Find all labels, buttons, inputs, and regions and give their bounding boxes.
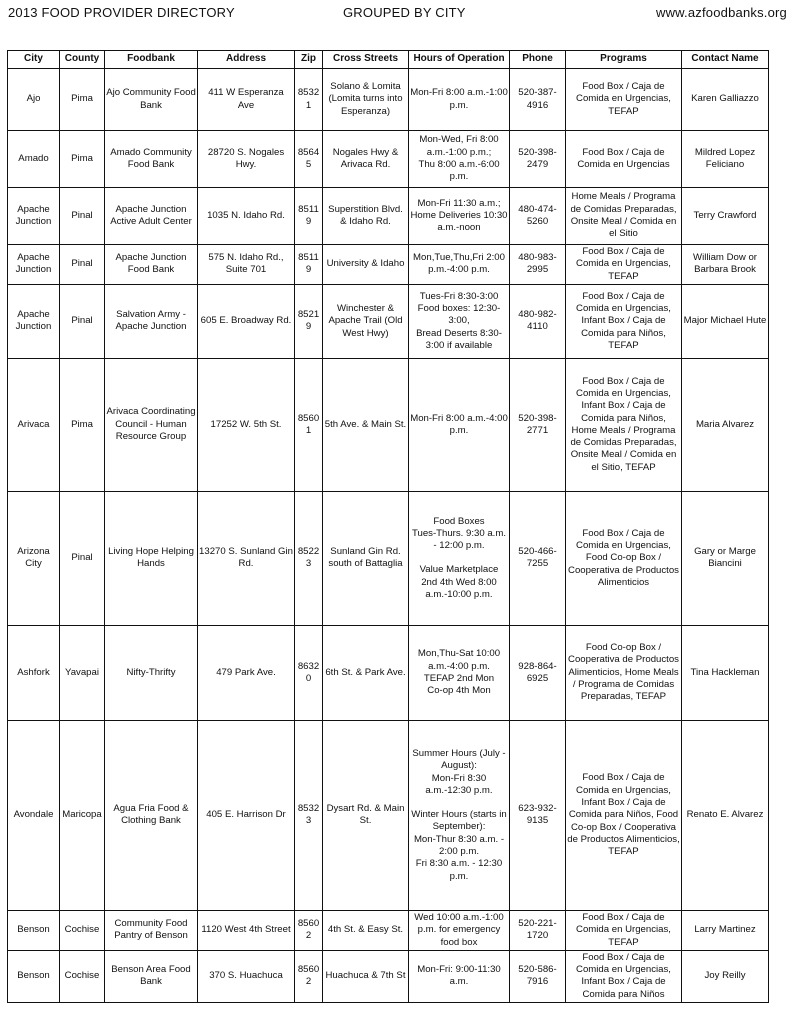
programs-cell: Food Box / Caja de Comida en Urgencias, Infant Box / Caja de Comida para Niños, Food Co-op Box / Cooperativa de Productos Alimenticios, TEFAP: [566, 720, 682, 910]
contact-cell: William Dow or Barbara Brook: [682, 245, 769, 285]
hours-cell: [409, 358, 510, 491]
hours-spacer: [410, 797, 508, 809]
city-cell: Benson: [8, 910, 60, 950]
col-zip: Zip: [295, 51, 323, 69]
foodbank-cell: Salvation Army - Apache Junction: [105, 284, 198, 358]
zip-cell: 85119: [295, 245, 323, 285]
county-cell: Pinal: [60, 245, 105, 285]
phone-cell[interactable]: 520-586-7916: [510, 950, 566, 1002]
grouping-label: GROUPED BY CITY: [343, 5, 466, 20]
hours-cell: [409, 720, 510, 910]
zip-cell: 85323: [295, 720, 323, 910]
zip-cell: 85645: [295, 131, 323, 188]
website-link[interactable]: www.azfoodbanks.org: [656, 5, 787, 20]
hours-line: Value Marketplace: [419, 564, 499, 576]
programs-cell: Food Box / Caja de Comida en Urgencias, TEFAP: [566, 245, 682, 285]
address-cell: 28720 S. Nogales Hwy.: [198, 131, 295, 188]
table-row: [8, 910, 769, 950]
zip-cell: 85602: [295, 950, 323, 1002]
cross-streets-cell: 6th St. & Park Ave.: [323, 625, 409, 720]
programs-cell: Food Box / Caja de Comida en Urgencias, TEFAP: [566, 69, 682, 131]
cross-streets-cell: Solano & Lomita (Lomita turns into Esperanza): [323, 69, 409, 131]
hours-cell: [409, 950, 510, 1002]
programs-cell: Food Box / Caja de Comida en Urgencias, Food Co-op Box / Cooperativa de Productos Alimenticios: [566, 491, 682, 625]
hours-line: Mon-Fri: 9:00-11:30 a.m.: [417, 964, 501, 988]
foodbank-cell: Living Hope Helping Hands: [105, 491, 198, 625]
county-cell: Pinal: [60, 284, 105, 358]
phone-cell[interactable]: 520-221-1720: [510, 910, 566, 950]
table-row: [8, 720, 769, 910]
address-cell: 1035 N. Idaho Rd.: [198, 188, 295, 245]
cross-streets-cell: Nogales Hwy & Arivaca Rd.: [323, 131, 409, 188]
hours-line: Food boxes: 12:30-3:00,: [417, 302, 501, 327]
county-cell: Maricopa: [60, 720, 105, 910]
city-cell: Apache Junction: [8, 245, 60, 285]
table-body: [8, 69, 769, 1003]
county-cell: Yavapai: [60, 625, 105, 720]
contact-cell: Renato E. Alvarez: [682, 720, 769, 910]
header-row: [8, 51, 769, 69]
programs-cell: Home Meals / Programa de Comidas Preparadas, Onsite Meal / Comida en el Sitio: [566, 188, 682, 245]
col-address: Address: [198, 51, 295, 69]
foodbank-cell: Arivaca Coordinating Council - Human Resource Group: [105, 358, 198, 491]
hours-line: Mon-Fri 8:00 a.m.-1:00 p.m.: [410, 87, 508, 111]
city-cell: Avondale: [8, 720, 60, 910]
hours-line: Food Boxes: [433, 515, 485, 527]
cross-streets-cell: Superstition Blvd. & Idaho Rd.: [323, 188, 409, 245]
hours-cell: [409, 188, 510, 245]
hours-line: TEFAP 2nd Mon: [423, 672, 495, 684]
hours-line: Summer Hours (July - August):: [412, 747, 506, 772]
programs-cell: Food Box / Caja de Comida en Urgencias, Infant Box / Caja de Comida para Niños: [566, 950, 682, 1002]
foodbank-cell: Agua Fria Food & Clothing Bank: [105, 720, 198, 910]
foodbank-cell: Nifty-Thrifty: [105, 625, 198, 720]
hours-line: Thu 8:00 a.m.-6:00 p.m.: [418, 159, 500, 183]
col-contact: Contact Name: [682, 51, 769, 69]
col-cross-streets: Cross Streets: [323, 51, 409, 69]
contact-cell: Gary or Marge Biancini: [682, 491, 769, 625]
foodbank-cell: Ajo Community Food Bank: [105, 69, 198, 131]
programs-cell: Food Box / Caja de Comida en Urgencias: [566, 131, 682, 188]
hours-line: Mon-Wed, Fri 8:00 a.m.-1:00 p.m.;: [419, 134, 499, 158]
city-cell: Ajo: [8, 69, 60, 131]
hours-line: Tues-Thurs. 9:30 a.m. - 12:00 p.m.: [411, 527, 507, 552]
phone-cell[interactable]: 520-466-7255: [510, 491, 566, 625]
table-row: [8, 69, 769, 131]
address-cell: 575 N. Idaho Rd., Suite 701: [198, 245, 295, 285]
hours-line: Home Deliveries 10:30 a.m.-noon: [410, 209, 508, 234]
table-row: [8, 358, 769, 491]
cross-streets-cell: Sunland Gin Rd. south of Battaglia: [323, 491, 409, 625]
phone-cell[interactable]: 480-474-5260: [510, 188, 566, 245]
hours-cell: [409, 284, 510, 358]
cross-streets-cell: Winchester & Apache Trail (Old West Hwy): [323, 284, 409, 358]
city-cell: Amado: [8, 131, 60, 188]
hours-cell: [409, 245, 510, 285]
table-row: [8, 625, 769, 720]
document-title: 2013 FOOD PROVIDER DIRECTORY: [8, 5, 235, 20]
programs-cell: Food Co-op Box / Cooperativa de Productos Alimenticios, Home Meals / Programa de Comidas Preparadas, TEFAP: [566, 625, 682, 720]
address-cell: 605 E. Broadway Rd.: [198, 284, 295, 358]
address-cell: 370 S. Huachuca: [198, 950, 295, 1002]
programs-cell: Food Box / Caja de Comida en Urgencias, TEFAP: [566, 910, 682, 950]
col-county: County: [60, 51, 105, 69]
zip-cell: 85601: [295, 358, 323, 491]
phone-cell[interactable]: 480-982-4110: [510, 284, 566, 358]
hours-line: Mon-Fri 11:30 a.m.;: [417, 197, 501, 209]
hours-line: Tues-Fri 8:30-3:00: [419, 290, 499, 302]
zip-cell: 85219: [295, 284, 323, 358]
hours-line: Mon,Tue,Thu,Fri 2:00 p.m.-4:00 p.m.: [413, 252, 505, 276]
table-row: [8, 284, 769, 358]
city-cell: Benson: [8, 950, 60, 1002]
foodbank-cell: Apache Junction Active Adult Center: [105, 188, 198, 245]
hours-spacer: [410, 552, 508, 564]
phone-cell[interactable]: 480-983-2995: [510, 245, 566, 285]
contact-cell: Major Michael Hute: [682, 284, 769, 358]
hours-line: Mon-Thur 8:30 a.m. - 2:00 p.m.: [413, 833, 505, 857]
address-cell: 411 W Esperanza Ave: [198, 69, 295, 131]
contact-cell: Larry Martinez: [682, 910, 769, 950]
address-cell: 405 E. Harrison Dr: [198, 720, 295, 910]
col-hours: Hours of Operation: [409, 51, 510, 69]
cross-streets-cell: University & Idaho: [323, 245, 409, 285]
hours-line: Wed 10:00 a.m.-1:00 p.m. for emergency food box: [414, 911, 504, 948]
city-cell: Apache Junction: [8, 284, 60, 358]
zip-cell: 85602: [295, 910, 323, 950]
table-row: [8, 188, 769, 245]
zip-cell: 85223: [295, 491, 323, 625]
hours-cell: [409, 625, 510, 720]
col-phone: Phone: [510, 51, 566, 69]
hours-line: 2nd 4th Wed 8:00 a.m.-10:00 p.m.: [421, 576, 497, 600]
hours-line: Mon-Fri 8:00 a.m.-4:00 p.m.: [410, 412, 508, 436]
cross-streets-cell: 4th St. & Easy St.: [323, 910, 409, 950]
city-cell: Arivaca: [8, 358, 60, 491]
programs-cell: Food Box / Caja de Comida en Urgencias, Infant Box / Caja de Comida para Niños, Home Meals / Programa de Comidas Preparadas, Onsite Meal / Comida en el Sitio, TEFAP: [566, 358, 682, 491]
phone-cell[interactable]: 928-864-6925: [510, 625, 566, 720]
county-cell: Pima: [60, 358, 105, 491]
contact-cell: Joy Reilly: [682, 950, 769, 1002]
address-cell: 17252 W. 5th St.: [198, 358, 295, 491]
cross-streets-cell: Huachuca & 7th St: [323, 950, 409, 1002]
hours-line: Co-op 4th Mon: [427, 685, 491, 697]
county-cell: Cochise: [60, 910, 105, 950]
zip-cell: 85119: [295, 188, 323, 245]
table-row: [8, 950, 769, 1002]
foodbank-cell: Apache Junction Food Bank: [105, 245, 198, 285]
zip-cell: 86320: [295, 625, 323, 720]
contact-cell: Karen Galliazzo: [682, 69, 769, 131]
address-cell: 479 Park Ave.: [198, 625, 295, 720]
city-cell: Ashfork: [8, 625, 60, 720]
hours-line: Fri 8:30 a.m. - 12:30 p.m.: [415, 858, 503, 882]
cross-streets-cell: 5th Ave. & Main St.: [323, 358, 409, 491]
foodbank-cell: Community Food Pantry of Benson: [105, 910, 198, 950]
phone-cell[interactable]: 520-398-2771: [510, 358, 566, 491]
hours-cell: [409, 69, 510, 131]
col-city: City: [8, 51, 60, 69]
table-row: [8, 491, 769, 625]
table-row: [8, 245, 769, 285]
table-row: [8, 131, 769, 188]
address-cell: 13270 S. Sunland Gin Rd.: [198, 491, 295, 625]
directory-table: [7, 50, 769, 1003]
phone-cell[interactable]: 520-387-4916: [510, 69, 566, 131]
hours-line: Winter Hours (starts in September):: [411, 809, 507, 833]
cross-streets-cell: Dysart Rd. & Main St.: [323, 720, 409, 910]
programs-cell: Food Box / Caja de Comida en Urgencias, Infant Box / Caja de Comida para Niños, TEFAP: [566, 284, 682, 358]
hours-line: Mon,Thu-Sat 10:00 a.m.-4:00 p.m.: [417, 648, 501, 672]
hours-cell: [409, 131, 510, 188]
county-cell: Pinal: [60, 188, 105, 245]
phone-cell[interactable]: 623-932-9135: [510, 720, 566, 910]
county-cell: Pima: [60, 131, 105, 188]
contact-cell: Terry Crawford: [682, 188, 769, 245]
address-cell: 1120 West 4th Street: [198, 910, 295, 950]
phone-cell[interactable]: 520-398-2479: [510, 131, 566, 188]
hours-cell: [409, 491, 510, 625]
col-foodbank: Foodbank: [105, 51, 198, 69]
county-cell: Pima: [60, 69, 105, 131]
zip-cell: 85321: [295, 69, 323, 131]
col-programs: Programs: [566, 51, 682, 69]
foodbank-cell: Amado Community Food Bank: [105, 131, 198, 188]
contact-cell: Mildred Lopez Feliciano: [682, 131, 769, 188]
hours-line: Bread Deserts 8:30-3:00 if available: [416, 327, 502, 351]
county-cell: Cochise: [60, 950, 105, 1002]
county-cell: Pinal: [60, 491, 105, 625]
contact-cell: Tina Hackleman: [682, 625, 769, 720]
hours-cell: [409, 910, 510, 950]
city-cell: Arizona City: [8, 491, 60, 625]
city-cell: Apache Junction: [8, 188, 60, 245]
hours-line: Mon-Fri 8:30 a.m.-12:30 p.m.: [425, 772, 493, 796]
contact-cell: Maria Alvarez: [682, 358, 769, 491]
foodbank-cell: Benson Area Food Bank: [105, 950, 198, 1002]
